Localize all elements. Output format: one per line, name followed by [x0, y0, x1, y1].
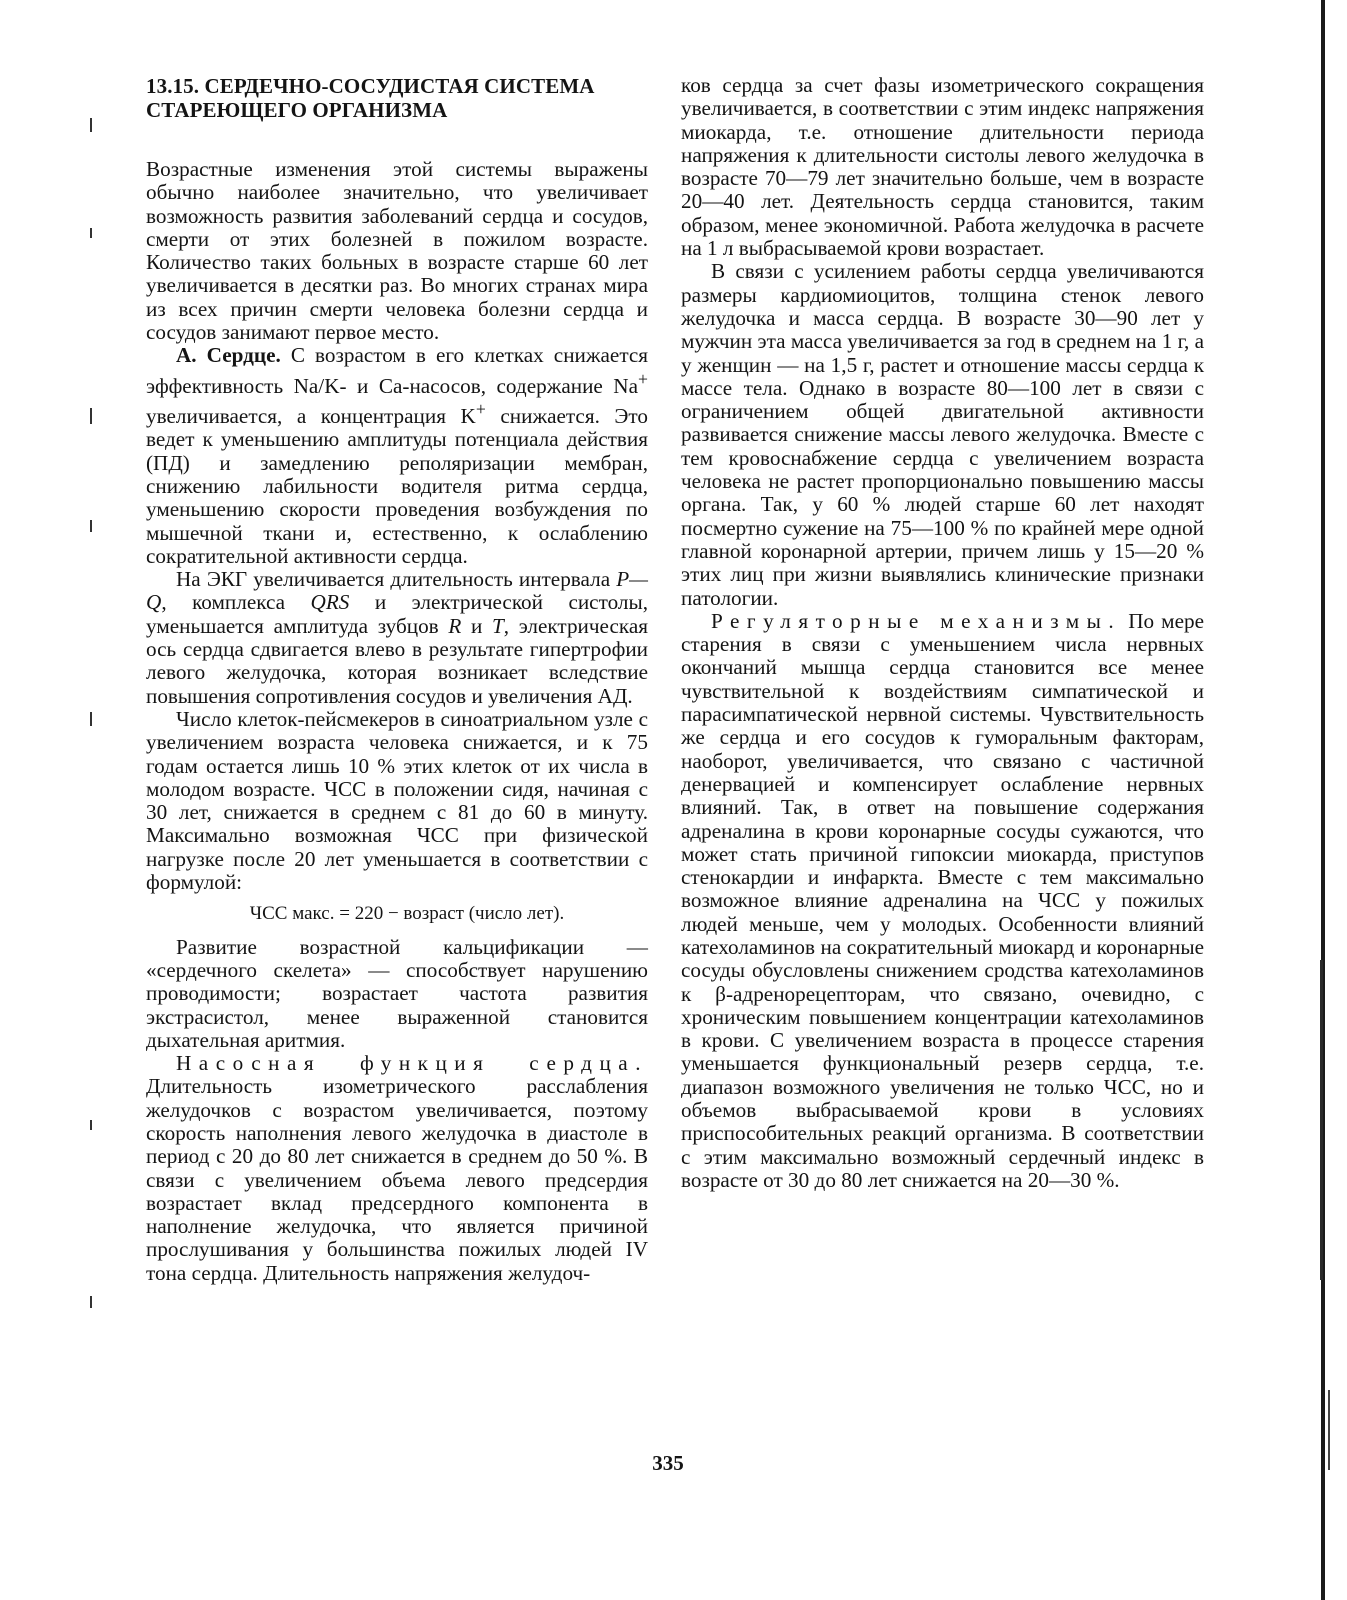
paragraph-ecg-text-d: и	[461, 613, 492, 638]
paragraph-heart-text-c: снижается. Это ведет к уменьшению амплитуды потенциала действия (ПД) и замедлению реполяризации мембран, снижению лабильности водителя ритма сердца, уменьшению скорости проведения возбуждения по мышечной ткани и, естественно, к ослаблению сократительной активности сердца.	[146, 404, 648, 568]
paragraph-pump-text: Длительность изометрического расслабления желудочков с возрастом увеличивается, поэтому скорость наполнения левого желудочка в диастоле в период с 20 до 80 лет снижается в среднем до 50 %. В связи с увеличением объема левого предсердия возрастает вклад предсердного компонента в наполнение желудочка, что является причиной прослушивания у большинства пожилых людей IV тона сердца. Длительность напряжения желудоч-	[146, 1074, 648, 1285]
paragraph-ecg	[146, 568, 648, 708]
margin-speck	[90, 1296, 92, 1308]
paragraph-ecg-text-c: и электрической систолы, уменьшается амплитуда зубцов	[146, 590, 648, 638]
margin-speck	[90, 118, 92, 132]
paragraph-pacemaker: Число клеток-пейсмекеров в синоатриальном узле с увеличением возраста человека снижается, и к 75 годам остается лишь 10 % этих клеток от их числа в молодом возрасте. ЧСС в положении сидя, начиная с 30 лет, снижается в среднем с 81 до 60 в минуту. Максимально возможная ЧСС при физической нагрузке после 20 лет уменьшается в соответствии с формулой:	[146, 706, 648, 895]
subsection-lead-regulation: Регуляторные механизмы.	[711, 608, 1122, 633]
paragraph-heart	[146, 344, 648, 568]
page-number: 335	[652, 1451, 684, 1475]
paragraph-intro: Возрастные изменения этой системы выражены обычно наиболее значительно, что увеличивает возможность развития заболеваний сердца и сосудов, смерти от этих болезней в пожилом возрасте. Количество таких больных в возрасте старше 60 лет увеличивается в десятки раз. Во многих странах мира из всех причин смерти человека болезни сердца и сосудов занимают первое место.	[146, 157, 648, 345]
scan-edge-mark-lower	[1328, 1390, 1330, 1470]
section-heading-line-2: СТАРЕЮЩЕГО ОРГАНИЗМА	[146, 98, 448, 122]
paragraph-calcification: Развитие возрастной кальцификации — «сердечного скелета» — способствует нарушению проводимости; возрастает частота развития экстрасистол, менее выраженной становится дыхательная аритмия.	[146, 934, 648, 1052]
section-heading-line-1: 13.15. СЕРДЕЧНО-СОСУДИСТАЯ СИСТЕМА	[146, 74, 595, 98]
wave-r: R	[448, 613, 462, 638]
paragraph-ecg-text-b: , комплекса	[161, 590, 311, 615]
superscript-plus-2: +	[475, 399, 486, 420]
paragraph-hypertrophy: В связи с усилением работы сердца увеличиваются размеры кардиомиоцитов, толщина стенок левого желудочка и масса сердца. В возрасте 30—90 лет у мужчин эта масса увеличивается за год в среднем на 1 г, а у женщин — на 1,5 г, растет и отношение массы сердца к массе тела. Однако в возрасте 80—100 лет в связи с ограничением общей двигательной активности развивается снижение массы левого желудочка. Вместе с тем кровоснабжение сердца с увеличением возраста человека не растет пропорционально повышению массы органа. Так, у 60 % людей старше 60 лет находят посмертно сужение на 75—100 % по крайней мере одной главной коронарной артерии, причем лишь у 15—20 % этих лиц при жизни выявлялись клинические признаки патологии.	[681, 259, 1204, 610]
margin-speck	[90, 712, 92, 726]
heart-rate-formula: ЧСС макс. = 220 − возраст (число лет).	[249, 903, 565, 925]
paragraph-ecg-text-e: , электрическая ось сердца сдвигается влево в результате гипертрофии левого желудочка, которая возникает вследствие повышения сопротивления сосудов и увеличения АД.	[146, 613, 648, 708]
interval-pq: P—Q	[146, 567, 648, 615]
margin-speck	[90, 228, 92, 238]
left-column	[146, 74, 648, 1285]
margin-speck	[90, 408, 92, 424]
paragraph-pump-function	[146, 1052, 648, 1285]
paragraph-regulation	[681, 610, 1204, 1192]
subsection-lead-pump: Насосная функция сердца.	[176, 1051, 648, 1076]
scan-edge-line	[1321, 0, 1325, 1600]
subsection-lead-heart: А. Сердце.	[176, 343, 281, 368]
right-column	[681, 74, 1204, 1192]
paragraph-continuation: ков сердца за счет фазы изометрического сокращения увеличивается, в соответствии с этим индекс напряжения миокарда, т.е. отношение длительности периода напряжения к длительности систолы левого желудочка в возрасте 70—79 лет значительно больше, чем в возрасте 20—40 лет. Деятельность сердца становится, таким образом, менее экономичной. Работа желудочка в расчете на 1 л выбрасываемой крови возрастает.	[681, 73, 1204, 261]
paragraph-regulation-text: По мере старения в связи с уменьшением числа нервных окончаний мышца сердца становится все менее чувствительной к воздействиям симпатической и парасимпатической нервной системы. Чувствительность же сердца и его сосудов к гуморальным факторам, наоборот, увеличивается, что связано с частичной денервацией и компенсирует ослабление нервных влияний. Так, в ответ на повышение содержания адреналина в крови коронарные сосуды сужаются, что может стать причиной гипоксии миокарда, приступов стенокардии и инфаркта. Вместе с тем максимально возможное влияние адреналина на ЧСС у пожилых людей меньше, чем у молодых. Особенности влияний катехоламинов на сократительный миокард и коронарные сосуды обусловлены снижением сродства катехоламинов к β-адренорецепторам, что связано, очевидно, с хроническим повышением концентрации катехоламинов в крови. С увеличением возраста в процессе старения уменьшается функциональный резерв сердца, т.е. диапазон возможного увеличения не только ЧСС, но и объемов выбрасываемой крови в условиях приспособительных реакций организма. В соответствии с этим максимально возможный сердечный индекс в возрасте от 30 до 80 лет снижается на 20—30 %.	[681, 608, 1204, 1192]
complex-qrs: QRS	[310, 590, 350, 615]
section-heading	[146, 74, 648, 122]
paragraph-heart-text-b: увеличивается, а концентрация K	[146, 404, 476, 429]
paragraph-heart-text-a: С возрастом в его клетках снижается эффективность Na/K- и Ca-насосов, содержание Na	[146, 343, 648, 398]
scan-edge-mark	[1320, 960, 1323, 1280]
margin-speck	[90, 520, 92, 532]
wave-t: T	[491, 613, 504, 638]
paragraph-ecg-text-a: На ЭКГ увеличивается длительность интервала	[176, 567, 617, 592]
superscript-plus-1: +	[638, 368, 648, 389]
margin-speck	[90, 1120, 92, 1130]
